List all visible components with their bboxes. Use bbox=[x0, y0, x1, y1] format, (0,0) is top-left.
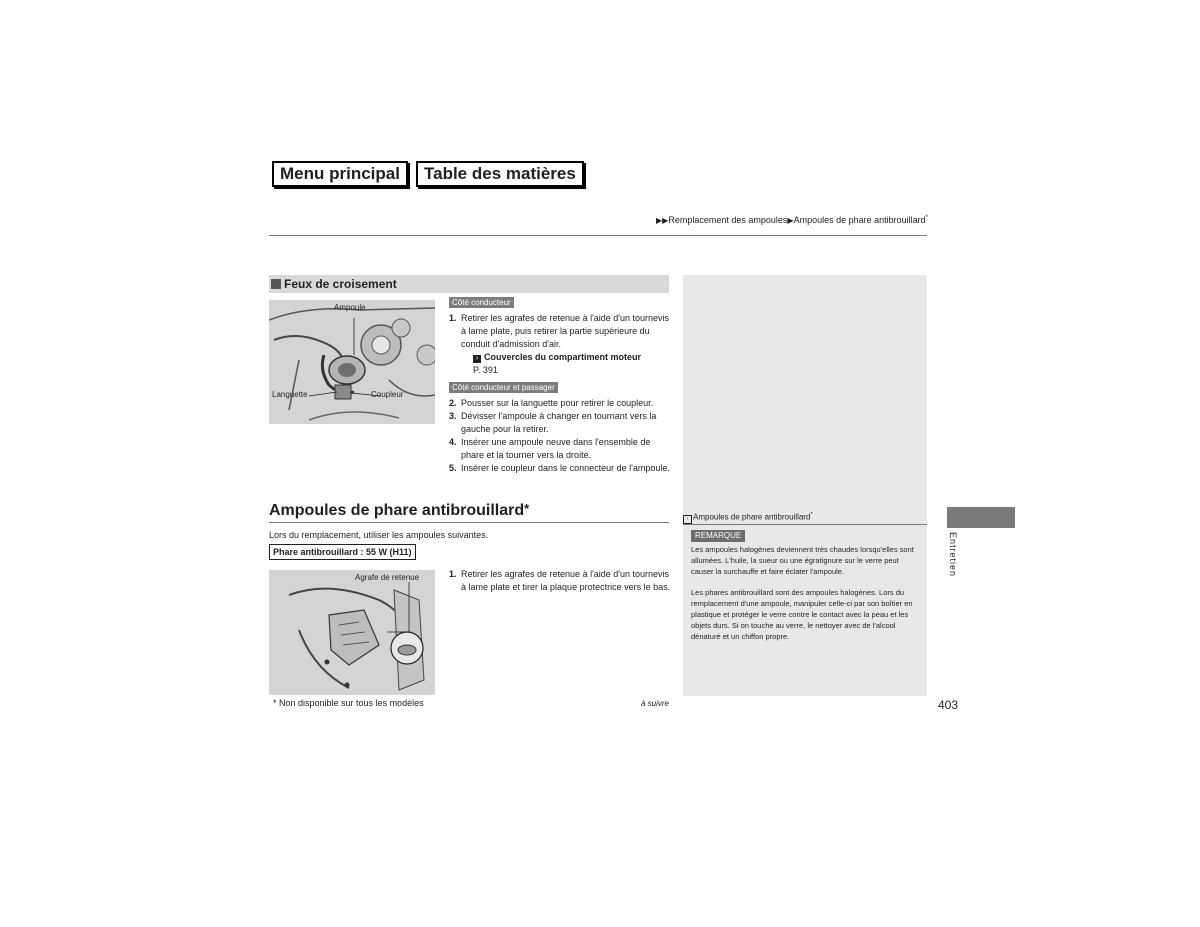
tag-cote-conducteur: Côté conducteur bbox=[449, 297, 514, 308]
reference-arrow-icon: › bbox=[473, 355, 481, 363]
square-bullet-icon bbox=[271, 279, 281, 289]
section2-steps bbox=[449, 568, 671, 594]
chapter-tab-marker[interactable] bbox=[947, 507, 1015, 528]
table-des-matieres-button[interactable]: Table des matières bbox=[416, 161, 584, 187]
breadcrumb-arrow-icon: ▶ bbox=[787, 216, 794, 225]
step-item bbox=[449, 397, 671, 410]
step-item bbox=[449, 568, 671, 594]
figure-label-ampoule: Ampoule bbox=[334, 303, 366, 312]
section-divider bbox=[269, 522, 669, 523]
cross-reference[interactable] bbox=[449, 351, 671, 364]
section-title-text: Ampoules de phare antibrouillard bbox=[269, 502, 525, 519]
footnote: * Non disponible sur tous les modèles bbox=[273, 698, 424, 708]
chapter-tab-label[interactable]: Entretien bbox=[948, 532, 958, 578]
step-number: 4. bbox=[449, 437, 457, 447]
continued-label: à suivre bbox=[640, 699, 669, 708]
figure-label-coupleur: Coupleur bbox=[371, 390, 404, 399]
asterisk: * bbox=[925, 215, 928, 221]
fog-light-illustration bbox=[269, 570, 435, 695]
step-text: Dévisser l'ampoule à changer en tournant vers la gauche pour la retirer. bbox=[461, 411, 657, 434]
tag-cote-conducteur-passager: Côté conducteur et passager bbox=[449, 382, 558, 393]
breadcrumb-arrow-icon: ▶▶ bbox=[656, 216, 669, 225]
header-divider bbox=[269, 235, 927, 236]
page-number: 403 bbox=[938, 698, 959, 712]
step-number: 1. bbox=[449, 313, 457, 323]
step-item bbox=[449, 410, 671, 436]
section-header-feux-de-croisement bbox=[269, 275, 669, 293]
breadcrumb bbox=[612, 215, 928, 225]
breadcrumb-item-1[interactable]: Remplacement des ampoules bbox=[668, 215, 788, 225]
breadcrumb-item-2[interactable]: Ampoules de phare antibrouillard bbox=[793, 215, 926, 225]
bumper-drawing bbox=[269, 570, 435, 695]
step-number: 1. bbox=[449, 569, 457, 579]
section-header-label: Feux de croisement bbox=[284, 277, 397, 291]
step-number: 2. bbox=[449, 398, 457, 408]
step-item bbox=[449, 436, 671, 462]
reference-page: P. 391 bbox=[473, 365, 498, 375]
step-text: Insérer le coupleur dans le connecteur de l'ampoule. bbox=[461, 463, 670, 473]
sidebar-paragraph-2: Les phares antibrouillard sont des ampoules halogènes. Lors du remplacement d'une ampoule, manipuler celle-ci par son boîtier en plastique et protéger le verre contre le contact avec la peau et les objets durs. Si on touche au verre, le nettoyer avec de l'alcool dénaturé et un chiffon propre. bbox=[691, 588, 913, 641]
step-number: 5. bbox=[449, 463, 457, 473]
asterisk: * bbox=[524, 501, 530, 516]
engine-bay-drawing bbox=[269, 300, 435, 424]
step-text: Retirer les agrafes de retenue à l'aide d'un tournevis à lame plate et tirer la plaque protectrice vers le bas. bbox=[461, 569, 671, 592]
asterisk: * bbox=[810, 512, 813, 518]
step-text: Retirer les agrafes de retenue à l'aide d'un tournevis à lame plate, puis retirer la partie supérieure du conduit d'admission d'air. bbox=[461, 313, 670, 349]
section1-steps bbox=[449, 296, 671, 475]
sidebar-title bbox=[683, 512, 813, 524]
sidebar-paragraph-1: Les ampoules halogènes deviennent très chaudes lorsqu'elles sont allumées. L'huile, la sueur ou une égratignure sur le verre peut causer la surchauffe et faire éclater l'ampoule. bbox=[691, 545, 914, 576]
note-reference-icon: › bbox=[683, 515, 692, 524]
figure-label-languette: Languette bbox=[272, 390, 308, 399]
step-item bbox=[449, 462, 671, 475]
step-text: Insérer une ampoule neuve dans l'ensemble de phare et la tourner vers la droite. bbox=[461, 437, 651, 460]
remarque-badge: REMARQUE bbox=[691, 530, 745, 542]
section-intro: Lors du remplacement, utiliser les ampoules suivantes. bbox=[269, 530, 489, 540]
sidebar-divider bbox=[683, 524, 927, 525]
step-item bbox=[449, 312, 671, 351]
step-number: 3. bbox=[449, 411, 457, 421]
headlight-bulb-illustration bbox=[269, 300, 435, 424]
bulb-spec-box: Phare antibrouillard : 55 W (H11) bbox=[269, 544, 416, 560]
figure-label-agrafe: Agrafe de retenue bbox=[355, 573, 420, 582]
reference-title[interactable]: Couvercles du compartiment moteur bbox=[484, 352, 642, 362]
section-title-ampoules-antibrouillard bbox=[269, 501, 529, 520]
step-text: Pousser sur la languette pour retirer le coupleur. bbox=[461, 398, 654, 408]
menu-principal-button[interactable]: Menu principal bbox=[272, 161, 408, 187]
sidebar-title-text: Ampoules de phare antibrouillard bbox=[693, 512, 811, 522]
